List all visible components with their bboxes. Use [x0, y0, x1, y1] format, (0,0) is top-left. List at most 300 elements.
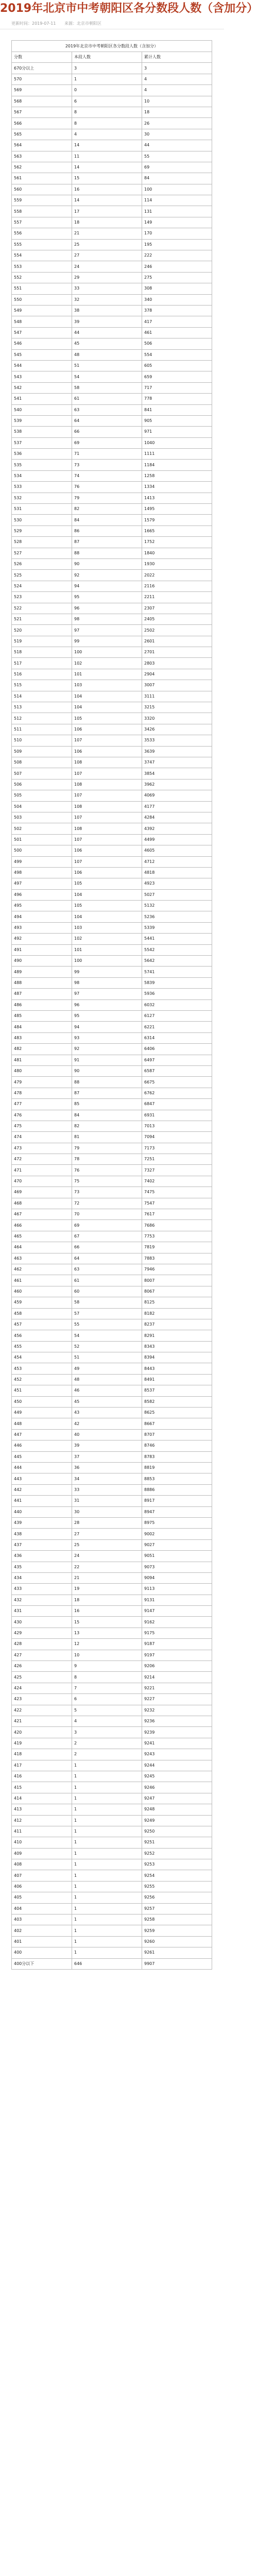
table-row — [12, 1385, 212, 1396]
segment-count-cell: 93 — [72, 1032, 142, 1043]
score-cell: 478 — [12, 1088, 72, 1098]
table-row — [12, 415, 212, 426]
table-row — [12, 449, 212, 460]
score-cell: 430 — [12, 1617, 72, 1628]
cumulative-count-cell: 9206 — [142, 1661, 212, 1672]
table-row — [12, 107, 212, 117]
cumulative-count-cell: 9147 — [142, 1606, 212, 1617]
cumulative-count-cell: 5936 — [142, 989, 212, 999]
cumulative-count-cell: 308 — [142, 283, 212, 294]
table-row — [12, 779, 212, 790]
table-row — [12, 713, 212, 724]
score-cell: 560 — [12, 184, 72, 195]
cumulative-count-cell: 7402 — [142, 1176, 212, 1187]
cumulative-count-cell: 6314 — [142, 1032, 212, 1043]
table-row — [12, 922, 212, 933]
table-row — [12, 967, 212, 977]
segment-count-cell: 13 — [72, 1628, 142, 1638]
table-row — [12, 1936, 212, 1947]
segment-count-cell: 104 — [72, 702, 142, 713]
table-row — [12, 1958, 212, 1969]
table-row — [12, 856, 212, 867]
table-row — [12, 1782, 212, 1793]
segment-count-cell: 92 — [72, 570, 142, 581]
cumulative-count-cell: 9254 — [142, 1870, 212, 1881]
cumulative-count-cell: 9250 — [142, 1826, 212, 1837]
cumulative-count-cell: 6032 — [142, 999, 212, 1010]
score-cell: 491 — [12, 944, 72, 955]
cumulative-count-cell: 84 — [142, 173, 212, 184]
cumulative-count-cell: 9187 — [142, 1639, 212, 1650]
segment-count-cell: 8 — [72, 1672, 142, 1683]
cumulative-count-cell: 4177 — [142, 801, 212, 812]
segment-count-cell: 97 — [72, 989, 142, 999]
score-cell: 467 — [12, 1209, 72, 1220]
table-row — [12, 999, 212, 1010]
score-cell: 514 — [12, 691, 72, 702]
segment-count-cell: 108 — [72, 757, 142, 768]
cumulative-count-cell: 9002 — [142, 1529, 212, 1539]
segment-count-cell: 101 — [72, 669, 142, 680]
table-row — [12, 1771, 212, 1782]
score-cell: 404 — [12, 1903, 72, 1914]
segment-count-cell: 82 — [72, 504, 142, 515]
segment-count-cell: 94 — [72, 1022, 142, 1032]
segment-count-cell: 108 — [72, 779, 142, 790]
table-row — [12, 1881, 212, 1892]
segment-count-cell: 52 — [72, 1341, 142, 1352]
cumulative-count-cell: 5339 — [142, 922, 212, 933]
score-cell: 533 — [12, 482, 72, 493]
cumulative-count-cell: 8819 — [142, 1463, 212, 1473]
segment-count-cell: 49 — [72, 1363, 142, 1374]
score-cell: 501 — [12, 834, 72, 845]
score-cell: 460 — [12, 1286, 72, 1297]
segment-count-cell: 87 — [72, 537, 142, 548]
cumulative-count-cell: 5441 — [142, 934, 212, 944]
segment-count-cell: 61 — [72, 1275, 142, 1286]
table-row — [12, 382, 212, 393]
segment-count-cell: 104 — [72, 911, 142, 922]
table-row — [12, 1187, 212, 1198]
score-cell: 570 — [12, 74, 72, 84]
table-row — [12, 1408, 212, 1418]
segment-count-cell: 51 — [72, 1352, 142, 1363]
score-cell: 442 — [12, 1484, 72, 1495]
segment-count-cell: 0 — [72, 85, 142, 96]
table-row — [12, 1264, 212, 1275]
segment-count-cell: 1 — [72, 1947, 142, 1958]
segment-count-cell: 78 — [72, 1154, 142, 1165]
table-row — [12, 349, 212, 360]
segment-count-cell: 7 — [72, 1683, 142, 1693]
cumulative-count-cell: 1111 — [142, 449, 212, 460]
cumulative-count-cell: 6406 — [142, 1044, 212, 1055]
segment-count-cell: 104 — [72, 889, 142, 900]
cumulative-count-cell: 7819 — [142, 1242, 212, 1253]
cumulative-count-cell: 8667 — [142, 1418, 212, 1429]
segment-count-cell: 103 — [72, 922, 142, 933]
segment-count-cell: 54 — [72, 371, 142, 382]
cumulative-count-cell: 905 — [142, 415, 212, 426]
table-row — [12, 1065, 212, 1076]
segment-count-cell: 108 — [72, 823, 142, 834]
cumulative-count-cell: 8886 — [142, 1484, 212, 1495]
segment-count-cell: 27 — [72, 250, 142, 261]
segment-count-cell: 1 — [72, 1815, 142, 1826]
cumulative-count-cell: 9243 — [142, 1749, 212, 1760]
segment-count-cell: 33 — [72, 283, 142, 294]
score-cell: 437 — [12, 1539, 72, 1550]
table-row — [12, 581, 212, 591]
cumulative-count-cell: 1184 — [142, 460, 212, 470]
cumulative-count-cell: 2307 — [142, 603, 212, 614]
score-cell: 503 — [12, 812, 72, 823]
score-cell: 564 — [12, 140, 72, 151]
score-cell: 441 — [12, 1496, 72, 1506]
score-cell: 537 — [12, 437, 72, 448]
segment-count-cell: 84 — [72, 515, 142, 526]
header-score: 分数 — [12, 52, 72, 63]
score-cell: 542 — [12, 382, 72, 393]
table-row — [12, 537, 212, 548]
score-cell: 426 — [12, 1661, 72, 1672]
score-cell: 536 — [12, 449, 72, 460]
score-cell: 510 — [12, 735, 72, 746]
table-row — [12, 1738, 212, 1749]
score-cell: 458 — [12, 1308, 72, 1319]
segment-count-cell: 3 — [72, 63, 142, 74]
score-cell: 446 — [12, 1440, 72, 1451]
score-cell: 498 — [12, 867, 72, 878]
score-cell: 489 — [12, 967, 72, 977]
table-row — [12, 603, 212, 614]
cumulative-count-cell: 9162 — [142, 1617, 212, 1628]
table-row — [12, 702, 212, 713]
segment-count-cell: 16 — [72, 1606, 142, 1617]
segment-count-cell: 44 — [72, 327, 142, 338]
table-row — [12, 526, 212, 536]
table-row — [12, 129, 212, 140]
table-row — [12, 394, 212, 404]
score-cell: 531 — [12, 504, 72, 515]
score-cell: 486 — [12, 999, 72, 1010]
cumulative-count-cell: 131 — [142, 206, 212, 217]
segment-count-cell: 6 — [72, 96, 142, 107]
cumulative-count-cell: 7753 — [142, 1231, 212, 1242]
segment-count-cell: 79 — [72, 493, 142, 503]
score-cell: 466 — [12, 1220, 72, 1231]
table-row — [12, 1220, 212, 1231]
cumulative-count-cell: 3007 — [142, 680, 212, 691]
segment-count-cell: 96 — [72, 999, 142, 1010]
score-cell: 455 — [12, 1341, 72, 1352]
table-row — [12, 691, 212, 702]
score-cell: 547 — [12, 327, 72, 338]
segment-count-cell: 34 — [72, 1473, 142, 1484]
table-row — [12, 1044, 212, 1055]
table-row — [12, 614, 212, 624]
table-row — [12, 1010, 212, 1021]
score-cell: 482 — [12, 1044, 72, 1055]
table-row — [12, 669, 212, 680]
score-cell: 474 — [12, 1132, 72, 1143]
table-row — [12, 515, 212, 526]
table-row — [12, 371, 212, 382]
segment-count-cell: 1 — [72, 1782, 142, 1793]
score-cell: 495 — [12, 901, 72, 911]
cumulative-count-cell: 9244 — [142, 1760, 212, 1771]
table-row — [12, 934, 212, 944]
segment-count-cell: 95 — [72, 1010, 142, 1021]
score-cell: 429 — [12, 1628, 72, 1638]
table-row — [12, 901, 212, 911]
table-row — [12, 1793, 212, 1804]
segment-count-cell: 102 — [72, 658, 142, 669]
segment-count-cell: 8 — [72, 107, 142, 117]
cumulative-count-cell: 9227 — [142, 1694, 212, 1705]
segment-count-cell: 48 — [72, 1374, 142, 1385]
table-row — [12, 338, 212, 349]
cumulative-count-cell: 8746 — [142, 1440, 212, 1451]
score-cell: 436 — [12, 1551, 72, 1562]
score-cell: 438 — [12, 1529, 72, 1539]
score-cell: 494 — [12, 911, 72, 922]
score-cell: 490 — [12, 956, 72, 967]
cumulative-count-cell: 9253 — [142, 1859, 212, 1870]
table-row — [12, 305, 212, 316]
table-row — [12, 1088, 212, 1098]
table-row — [12, 944, 212, 955]
cumulative-count-cell: 9261 — [142, 1947, 212, 1958]
segment-count-cell: 79 — [72, 1143, 142, 1154]
segment-count-cell: 106 — [72, 724, 142, 735]
table-row — [12, 1231, 212, 1242]
cumulative-count-cell: 7617 — [142, 1209, 212, 1220]
table-row — [12, 1617, 212, 1628]
score-cell: 462 — [12, 1264, 72, 1275]
cumulative-count-cell: 9027 — [142, 1539, 212, 1550]
score-cell: 469 — [12, 1187, 72, 1198]
cumulative-count-cell: 3426 — [142, 724, 212, 735]
score-cell: 505 — [12, 790, 72, 801]
score-cell: 403 — [12, 1914, 72, 1925]
segment-count-cell: 58 — [72, 382, 142, 393]
segment-count-cell: 66 — [72, 427, 142, 437]
segment-count-cell: 71 — [72, 449, 142, 460]
table-row — [12, 1209, 212, 1220]
segment-count-cell: 58 — [72, 1297, 142, 1308]
cumulative-count-cell: 4069 — [142, 790, 212, 801]
segment-count-cell: 88 — [72, 1077, 142, 1088]
segment-count-cell: 92 — [72, 1044, 142, 1055]
table-row — [12, 548, 212, 558]
cumulative-count-cell: 8291 — [142, 1330, 212, 1341]
score-cell: 538 — [12, 427, 72, 437]
cumulative-count-cell: 7547 — [142, 1198, 212, 1209]
cumulative-count-cell: 9232 — [142, 1705, 212, 1716]
table-row — [12, 1760, 212, 1771]
score-cell: 539 — [12, 415, 72, 426]
score-cell: 423 — [12, 1694, 72, 1705]
segment-count-cell: 46 — [72, 1385, 142, 1396]
segment-count-cell: 25 — [72, 239, 142, 250]
score-cell: 443 — [12, 1473, 72, 1484]
score-cell: 449 — [12, 1408, 72, 1418]
segment-count-cell: 14 — [72, 140, 142, 151]
segment-count-cell: 61 — [72, 394, 142, 404]
table-row — [12, 1484, 212, 1495]
cumulative-count-cell: 378 — [142, 305, 212, 316]
table-row — [12, 1275, 212, 1286]
table-row — [12, 1451, 212, 1462]
table-row — [12, 437, 212, 448]
score-table-body — [12, 41, 212, 1970]
segment-count-cell: 3 — [72, 1727, 142, 1738]
segment-count-cell: 1 — [72, 1914, 142, 1925]
segment-count-cell: 37 — [72, 1451, 142, 1462]
cumulative-count-cell: 1413 — [142, 493, 212, 503]
table-row — [12, 1121, 212, 1131]
table-row — [12, 1429, 212, 1440]
table-row — [12, 625, 212, 636]
table-row — [12, 261, 212, 272]
score-cell: 425 — [12, 1672, 72, 1683]
segment-count-cell: 8 — [72, 118, 142, 129]
cumulative-count-cell: 605 — [142, 360, 212, 371]
score-cell: 493 — [12, 922, 72, 933]
segment-count-cell: 84 — [72, 1110, 142, 1121]
cumulative-count-cell: 3639 — [142, 746, 212, 757]
score-cell: 427 — [12, 1650, 72, 1660]
cumulative-count-cell: 4923 — [142, 878, 212, 889]
segment-count-cell: 107 — [72, 856, 142, 867]
cumulative-count-cell: 9131 — [142, 1595, 212, 1605]
segment-count-cell: 107 — [72, 768, 142, 779]
table-row — [12, 460, 212, 470]
segment-count-cell: 100 — [72, 647, 142, 658]
table-row — [12, 812, 212, 823]
segment-count-cell: 106 — [72, 845, 142, 856]
table-row — [12, 1330, 212, 1341]
score-cell: 447 — [12, 1429, 72, 1440]
score-cell: 434 — [12, 1572, 72, 1583]
cumulative-count-cell: 3747 — [142, 757, 212, 768]
segment-count-cell: 107 — [72, 735, 142, 746]
segment-count-cell: 88 — [72, 548, 142, 558]
segment-count-cell: 14 — [72, 162, 142, 173]
cumulative-count-cell: 10 — [142, 96, 212, 107]
table-row — [12, 1297, 212, 1308]
cumulative-count-cell: 114 — [142, 195, 212, 206]
table-row — [12, 1319, 212, 1330]
segment-count-cell: 19 — [72, 1584, 142, 1595]
cumulative-count-cell: 7094 — [142, 1132, 212, 1143]
cumulative-count-cell: 9260 — [142, 1936, 212, 1947]
segment-count-cell: 1 — [72, 1848, 142, 1859]
segment-count-cell: 55 — [72, 1319, 142, 1330]
cumulative-count-cell: 69 — [142, 162, 212, 173]
table-row — [12, 1683, 212, 1693]
cumulative-count-cell: 9051 — [142, 1551, 212, 1562]
segment-count-cell: 81 — [72, 1132, 142, 1143]
cumulative-count-cell: 8917 — [142, 1496, 212, 1506]
score-cell: 459 — [12, 1297, 72, 1308]
score-cell: 433 — [12, 1584, 72, 1595]
table-row — [12, 1440, 212, 1451]
score-cell: 457 — [12, 1319, 72, 1330]
segment-count-cell: 108 — [72, 801, 142, 812]
cumulative-count-cell: 149 — [142, 217, 212, 228]
segment-count-cell: 30 — [72, 1506, 142, 1517]
cumulative-count-cell: 1495 — [142, 504, 212, 515]
segment-count-cell: 2 — [72, 1738, 142, 1749]
table-row — [12, 1352, 212, 1363]
score-cell: 550 — [12, 294, 72, 305]
table-row — [12, 1650, 212, 1660]
score-cell: 419 — [12, 1738, 72, 1749]
segment-count-cell: 48 — [72, 349, 142, 360]
segment-count-cell: 75 — [72, 1176, 142, 1187]
score-cell: 415 — [12, 1782, 72, 1793]
table-row — [12, 1198, 212, 1209]
segment-count-cell: 73 — [72, 460, 142, 470]
score-cell: 532 — [12, 493, 72, 503]
segment-count-cell: 1 — [72, 1936, 142, 1947]
score-cell: 513 — [12, 702, 72, 713]
segment-count-cell: 54 — [72, 1330, 142, 1341]
cumulative-count-cell: 4818 — [142, 867, 212, 878]
segment-count-cell: 27 — [72, 1529, 142, 1539]
cumulative-count-cell: 8853 — [142, 1473, 212, 1484]
cumulative-count-cell: 6587 — [142, 1065, 212, 1076]
cumulative-count-cell: 9241 — [142, 1738, 212, 1749]
segment-count-cell: 97 — [72, 625, 142, 636]
score-cell: 517 — [12, 658, 72, 669]
score-cell: 496 — [12, 889, 72, 900]
segment-count-cell: 72 — [72, 1198, 142, 1209]
segment-count-cell: 1 — [72, 1892, 142, 1903]
table-row — [12, 735, 212, 746]
table-row — [12, 404, 212, 415]
cumulative-count-cell: 9247 — [142, 1793, 212, 1804]
score-cell: 554 — [12, 250, 72, 261]
score-cell: 549 — [12, 305, 72, 316]
segment-count-cell: 51 — [72, 360, 142, 371]
score-cell: 566 — [12, 118, 72, 129]
cumulative-count-cell: 8947 — [142, 1506, 212, 1517]
score-cell: 551 — [12, 283, 72, 294]
cumulative-count-cell: 8343 — [142, 1341, 212, 1352]
table-row — [12, 746, 212, 757]
segment-count-cell: 646 — [72, 1958, 142, 1969]
segment-count-cell: 74 — [72, 470, 142, 481]
table-row — [12, 1903, 212, 1914]
score-cell: 435 — [12, 1562, 72, 1572]
score-cell: 402 — [12, 1925, 72, 1936]
table-row — [12, 1716, 212, 1726]
score-cell: 420 — [12, 1727, 72, 1738]
cumulative-count-cell: 5542 — [142, 944, 212, 955]
cumulative-count-cell: 4712 — [142, 856, 212, 867]
table-row — [12, 316, 212, 327]
cumulative-count-cell: 7686 — [142, 1220, 212, 1231]
cumulative-count-cell: 3533 — [142, 735, 212, 746]
cumulative-count-cell: 8582 — [142, 1396, 212, 1407]
score-cell: 546 — [12, 338, 72, 349]
segment-count-cell: 32 — [72, 294, 142, 305]
cumulative-count-cell: 3215 — [142, 702, 212, 713]
